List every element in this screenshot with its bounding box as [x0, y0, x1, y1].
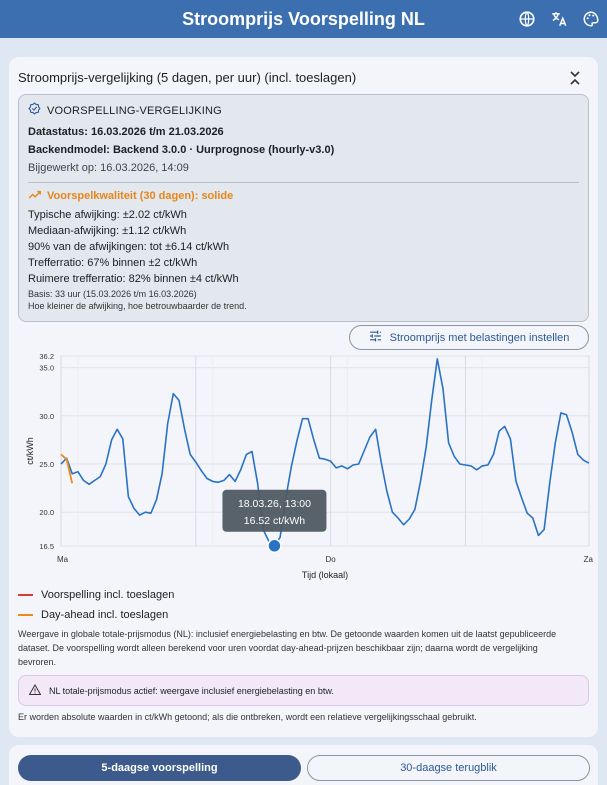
globe-icon[interactable]	[513, 5, 541, 33]
comparison-card	[9, 57, 598, 737]
legend-item-forecast[interactable]	[18, 585, 174, 605]
legend-swatch-forecast	[18, 594, 33, 596]
chart-legend	[18, 585, 174, 625]
highlight-point[interactable]	[268, 539, 281, 552]
warning-icon	[29, 684, 41, 697]
y-tick-label: 35.0	[39, 363, 54, 373]
verified-icon	[28, 102, 41, 120]
info-text: Weergave in globale totale-prijsmodus (NL): inclusief energiebelasting en btw. De getoonde waarden komen uit de laatst gepubliceerde dataset. De voorspelling wordt alleen berekend voor uren voordat day-ahead-prijzen beschikbaar zijn; daarna wordt de vergelijking bevroren.	[18, 629, 557, 667]
translate-icon[interactable]	[545, 5, 573, 33]
card-header[interactable]	[18, 70, 588, 90]
palette-icon[interactable]	[577, 5, 605, 33]
status-header	[28, 103, 579, 119]
tooltip-time: 18.03.26, 13:00	[237, 497, 311, 510]
legend-label-forecast: Voorspelling incl. toeslagen	[41, 589, 175, 601]
tab-30-day-review[interactable]: 30-daagse terugblik	[307, 755, 590, 781]
x-tick-label: Za	[583, 555, 593, 564]
app-bar-actions	[513, 5, 605, 33]
collapse-icon[interactable]	[566, 70, 584, 88]
y-tick-label: 25.0	[39, 460, 54, 470]
y-tick-label: 20.0	[39, 508, 54, 518]
notice-text: NL totale-prijsmodus actief: weergave inclusief energiebelasting en btw.	[49, 685, 334, 696]
legend-label-dayahead: Day-ahead incl. toeslagen	[41, 609, 169, 621]
y-tick-label: 30.0	[39, 411, 54, 421]
status-label: VOORSPELLING-VERGELIJKING	[47, 105, 222, 117]
legend-item-dayahead[interactable]	[18, 605, 174, 625]
app-title: Stroomprijs Voorspelling NL	[182, 8, 425, 29]
quality-title: Voorspelkwaliteit (30 dagen): solide	[47, 190, 234, 202]
forecast-status-panel	[18, 94, 589, 322]
app-bar	[0, 0, 607, 38]
metric-median: Mediaan-afwijking: ±1.12 ct/kWh	[28, 225, 187, 237]
backend-model: Backendmodel: Backend 3.0.0 · Uurprognose (hourly-v3.0)	[28, 144, 335, 156]
legend-swatch-dayahead	[18, 614, 33, 616]
status-divider	[28, 182, 579, 183]
notice-banner	[18, 675, 589, 706]
y-tick-label: 16.5	[39, 542, 54, 551]
sliders-icon	[369, 330, 382, 345]
y-tick-label: 36.2	[39, 352, 54, 361]
tabs-card	[9, 745, 598, 785]
data-status: Datastatus: 16.03.2026 t/m 21.03.2026	[28, 126, 224, 138]
quality-heading	[28, 189, 579, 203]
tax-settings-button[interactable]	[349, 325, 589, 350]
hint-text: Hoe kleiner de afwijking, hoe betrouwbaarder de trend.	[28, 301, 247, 311]
trend-icon	[28, 189, 42, 203]
x-axis-label: Tijd (lokaal)	[301, 570, 349, 580]
x-tick-label: Do	[325, 555, 336, 564]
card-title: Stroomprijs-vergelijking (5 dagen, per uur) (incl. toeslagen)	[18, 70, 357, 85]
tax-settings-label: Stroomprijs met belastingen instellen	[389, 331, 570, 344]
footnote: Er worden absolute waarden in ct/kWh getoond; als die ontbreken, wordt een relatieve vergelijkingsschaal gebruikt.	[18, 712, 477, 722]
metric-hit-ratio: Trefferratio: 67% binnen ±2 ct/kWh	[28, 257, 198, 269]
y-axis-label: ct/kWh	[25, 437, 35, 465]
price-chart[interactable]	[18, 350, 593, 582]
metric-typical: Typische afwijking: ±2.02 ct/kWh	[28, 209, 187, 221]
basis-text: Basis: 33 uur (15.03.2026 t/m 16.03.2026)	[28, 289, 197, 299]
tooltip-value: 16.52 ct/kWh	[243, 514, 306, 527]
updated-at: Bijgewerkt op: 16.03.2026, 14:09	[28, 162, 189, 174]
metric-p90: 90% van de afwijkingen: tot ±6.14 ct/kWh	[28, 241, 230, 253]
metric-wide-hit-ratio: Ruimere trefferratio: 82% binnen ±4 ct/kWh	[28, 273, 239, 285]
x-tick-label: Ma	[57, 555, 69, 564]
tab-5-day-forecast[interactable]: 5-daagse voorspelling	[18, 755, 301, 781]
